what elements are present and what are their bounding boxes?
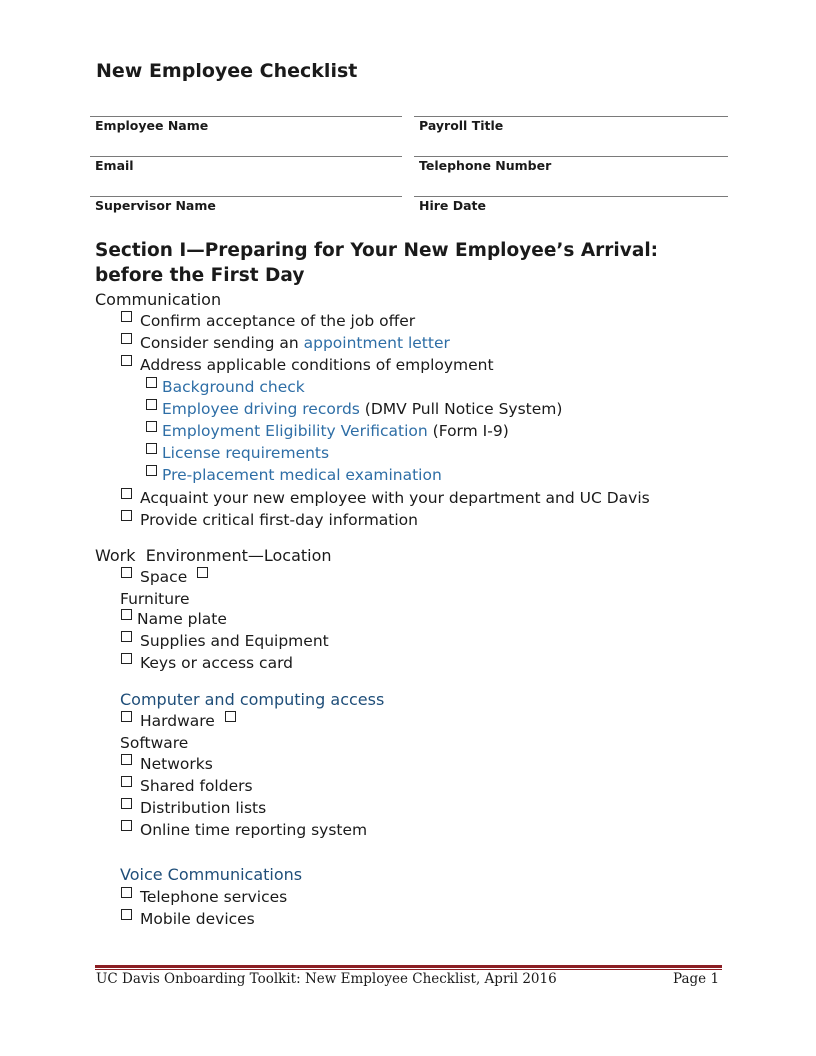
footer-rule-thin [95, 969, 722, 970]
checkbox[interactable] [121, 609, 132, 620]
checklist-item[interactable]: Online time reporting system [121, 820, 367, 840]
email-label: Email [95, 158, 134, 173]
license-requirements-link[interactable]: License requirements [162, 444, 330, 462]
supervisor-name-field[interactable] [90, 196, 402, 221]
background-check-link[interactable]: Background check [162, 378, 305, 396]
checklist-subitem[interactable] [146, 465, 442, 485]
page-title: New Employee Checklist [96, 60, 358, 82]
checklist-item[interactable]: Telephone services [121, 887, 287, 907]
checkbox[interactable] [121, 311, 132, 322]
checklist-item[interactable]: Address applicable conditions of employment [121, 355, 494, 375]
eligibility-verification-link[interactable]: Employment Eligibility Verification [162, 422, 428, 440]
computer-heading: Computer and computing access [120, 690, 385, 709]
checklist-item[interactable]: Confirm acceptance of the job offer [121, 311, 415, 331]
checkbox[interactable] [121, 711, 132, 722]
checklist-item[interactable]: Name plate [121, 609, 227, 629]
appointment-letter-link[interactable]: appointment letter [303, 334, 450, 352]
checkbox[interactable] [146, 443, 157, 454]
checkbox[interactable] [121, 631, 132, 642]
section-title-line2: before the First Day [95, 265, 305, 286]
checkbox[interactable] [121, 653, 132, 664]
checkbox[interactable] [121, 488, 132, 499]
email-field[interactable] [90, 156, 402, 181]
checklist-item: Software [120, 734, 189, 752]
checkbox[interactable] [121, 333, 132, 344]
employee-name-label: Employee Name [95, 118, 209, 133]
communication-heading: Communication [95, 290, 222, 309]
voice-heading: Voice Communications [120, 865, 303, 884]
checklist-item[interactable]: Provide critical first-day information [121, 510, 418, 530]
checklist-item[interactable]: Shared folders [121, 776, 253, 796]
checklist-item[interactable]: Supplies and Equipment [121, 631, 329, 651]
checklist-subitem[interactable] [146, 377, 305, 397]
checklist-item[interactable]: Hardware [121, 711, 244, 731]
checklist-item[interactable]: Distribution lists [121, 798, 266, 818]
checkbox[interactable] [121, 776, 132, 787]
driving-records-link[interactable]: Employee driving records [162, 400, 360, 418]
checkbox[interactable] [146, 377, 157, 388]
hire-date-label: Hire Date [419, 198, 487, 213]
work-environment-heading: Work Environment—Location [95, 546, 332, 565]
hire-date-field[interactable] [414, 196, 728, 221]
telephone-label: Telephone Number [419, 158, 552, 173]
checkbox[interactable] [121, 798, 132, 809]
employee-name-field[interactable] [90, 116, 402, 141]
checklist-item[interactable]: Keys or access card [121, 653, 293, 673]
footer-rule [95, 965, 722, 968]
checkbox[interactable] [197, 567, 208, 578]
checklist-item[interactable]: Consider sending an appointment letter [121, 333, 450, 353]
checkbox[interactable] [121, 909, 132, 920]
medical-exam-link[interactable]: Pre-placement medical examination [162, 466, 442, 484]
checkbox[interactable] [121, 754, 132, 765]
checkbox[interactable] [121, 355, 132, 366]
footer-text: UC Davis Onboarding Toolkit: New Employee Checklist, April 2016 [96, 971, 557, 987]
supervisor-name-label: Supervisor Name [95, 198, 216, 213]
checkbox[interactable] [121, 887, 132, 898]
section-title [95, 238, 695, 288]
checkbox[interactable] [121, 820, 132, 831]
checkbox[interactable] [146, 421, 157, 432]
checkbox[interactable] [146, 399, 157, 410]
checklist-item[interactable]: Space [121, 567, 216, 587]
checklist-subitem[interactable]: Employment Eligibility Verification (Form I-9) [146, 421, 509, 441]
section-title-line1: Section I—Preparing for Your New Employee’s Arrival: [95, 240, 659, 261]
page-number: Page 1 [673, 971, 720, 987]
telephone-field[interactable] [414, 156, 728, 181]
payroll-title-label: Payroll Title [419, 118, 504, 133]
checklist-item[interactable]: Acquaint your new employee with your department and UC Davis [121, 488, 650, 508]
checkbox[interactable] [146, 465, 157, 476]
checkbox[interactable] [225, 711, 236, 722]
checkbox[interactable] [121, 510, 132, 521]
checklist-subitem[interactable]: Employee driving records (DMV Pull Notice System) [146, 399, 562, 419]
checkbox[interactable] [121, 567, 132, 578]
payroll-title-field[interactable] [414, 116, 728, 141]
checklist-item[interactable]: Mobile devices [121, 909, 255, 929]
checklist-subitem[interactable] [146, 443, 329, 463]
checklist-item[interactable]: Networks [121, 754, 213, 774]
checklist-item: Furniture [120, 590, 190, 608]
